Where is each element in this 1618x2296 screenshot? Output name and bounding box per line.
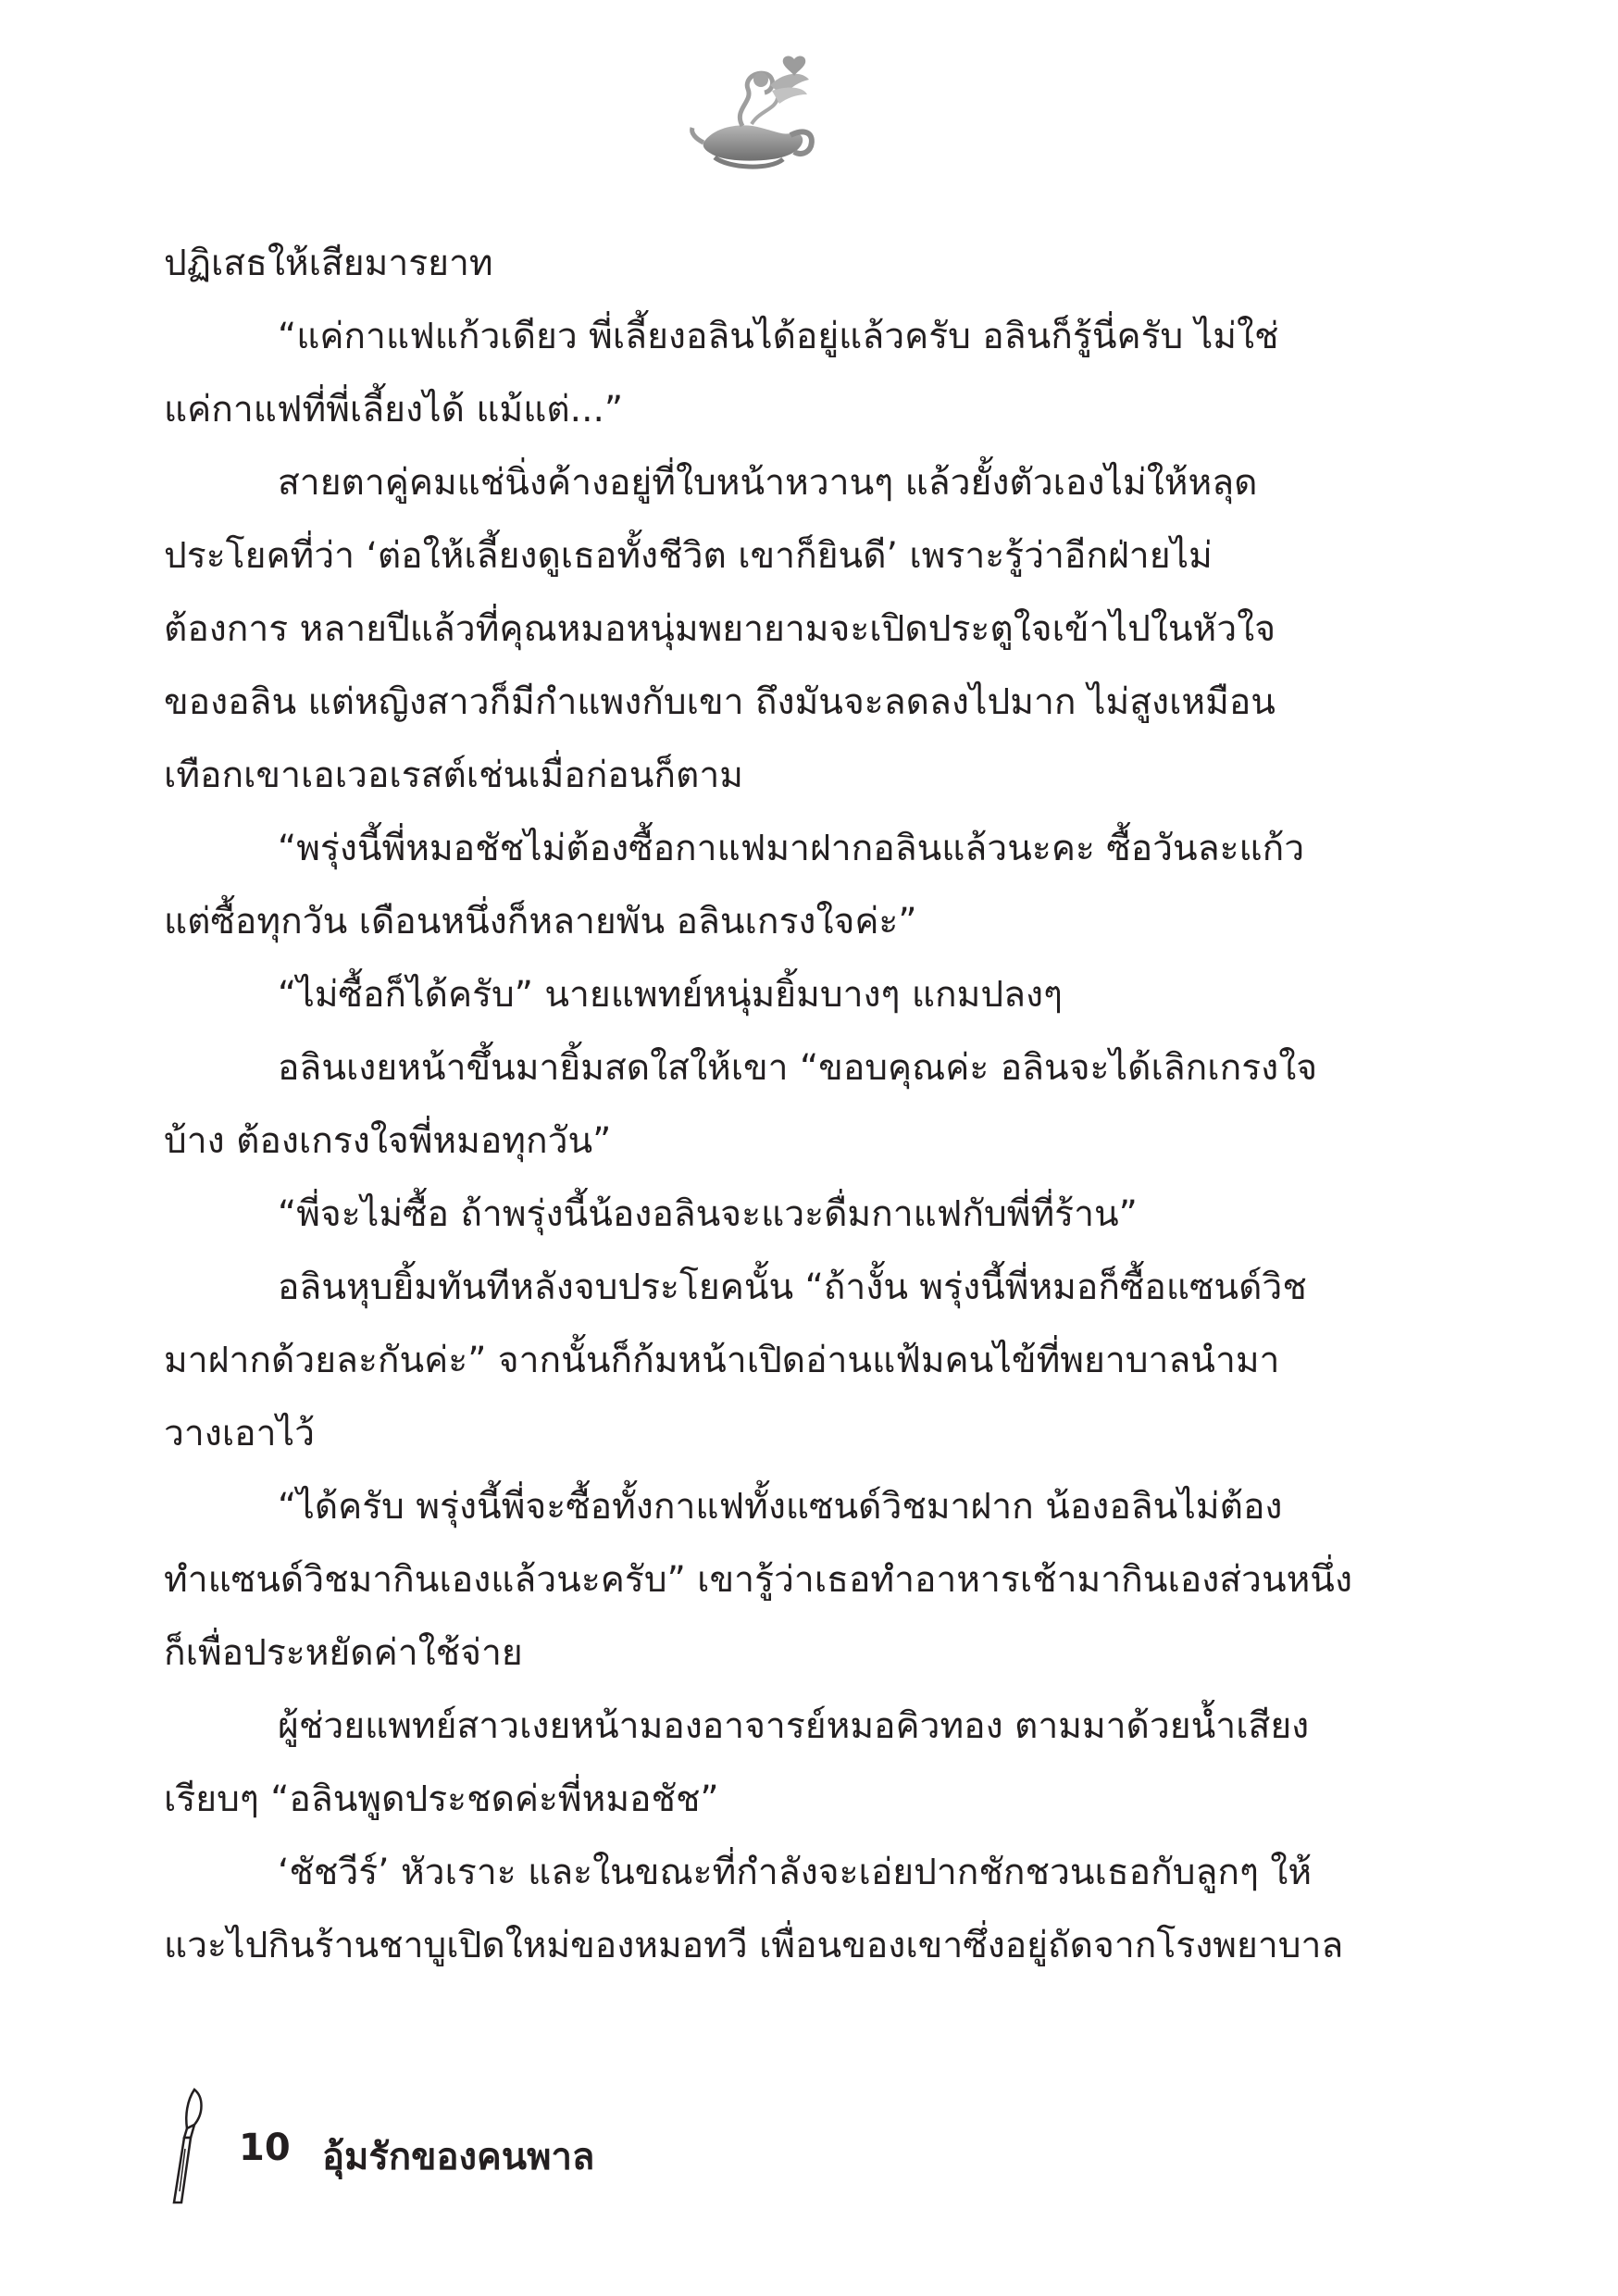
text-line: ก็เพื่อประหยัดค่าใช้จ่าย: [164, 1632, 523, 1674]
cupid-teapot-ornament-icon: [687, 54, 826, 176]
text-line: บ้าง ต้องเกรงใจพี่หมอทุกวัน”: [164, 1120, 612, 1162]
text-line: “พรุ่งนี้พี่หมอชัชไม่ต้องซื้อกาแฟมาฝากอลินแล้วนะคะ ซื้อวันละแก้ว: [278, 828, 1305, 869]
text-line: ต้องการ หลายปีแล้วที่คุณหมอหนุ่มพยายามจะเปิดประตูใจเข้าไปในหัวใจ: [164, 608, 1276, 650]
scalpel-icon: [167, 2088, 207, 2206]
text-line: เรียบๆ “อลินพูดประชดค่ะพี่หมอชัช”: [164, 1778, 719, 1820]
text-line: “พี่จะไม่ซื้อ ถ้าพรุ่งนี้น้องอลินจะแวะดื่มกาแฟกับพี่ที่ร้าน”: [278, 1193, 1138, 1235]
text-line: วางเอาไว้: [164, 1413, 316, 1454]
text-line: อลินเงยหน้าขึ้นมายิ้มสดใสให้เขา “ขอบคุณค่ะ อลินจะได้เลิกเกรงใจ: [278, 1047, 1318, 1089]
text-line: อลินหุบยิ้มทันทีหลังจบประโยคนั้น “ถ้างั้น พรุ่งนี้พี่หมอก็ซื้อแซนด์วิช: [278, 1267, 1307, 1308]
text-line: ‘ชัชวีร์’ หัวเราะ และในขณะที่กำลังจะเอ่ยปากชักชวนเธอกับลูกๆ ให้: [278, 1852, 1313, 1893]
text-line: “ไม่ซื้อก็ได้ครับ” นายแพทย์หนุ่มยิ้มบางๆ แกมปลงๆ: [278, 974, 1063, 1016]
text-line: ประโยคที่ว่า ‘ต่อให้เลี้ยงดูเธอทั้งชีวิต เขาก็ยินดี’ เพราะรู้ว่าอีกฝ่ายไม่: [164, 535, 1213, 577]
text-line: สายตาคู่คมแช่นิ่งค้างอยู่ที่ใบหน้าหวานๆ แล้วยั้งตัวเองไม่ให้หลุด: [278, 462, 1258, 504]
text-line: ของอลิน แต่หญิงสาวก็มีกำแพงกับเขา ถึงมันจะลดลงไปมาก ไม่สูงเหมือน: [164, 681, 1276, 723]
text-line: มาฝากด้วยละกันค่ะ” จากนั้นก็ก้มหน้าเปิดอ่านแฟ้มคนไข้ที่พยาบาลนำมา: [164, 1340, 1280, 1381]
text-line: ผู้ช่วยแพทย์สาวเงยหน้ามองอาจารย์หมอคิวทอง ตามมาด้วยน้ำเสียง: [278, 1705, 1310, 1747]
text-line: “ได้ครับ พรุ่งนี้พี่จะซื้อทั้งกาแฟทั้งแซนด์วิชมาฝาก น้องอลินไม่ต้อง: [278, 1486, 1283, 1528]
text-line: แต่ซื้อทุกวัน เดือนหนึ่งก็หลายพัน อลินเกรงใจค่ะ”: [164, 901, 917, 942]
page-footer: [167, 2088, 907, 2208]
text-line: ทำแซนด์วิชมากินเองแล้วนะครับ” เขารู้ว่าเธอทำอาหารเช้ามากินเองส่วนหนึ่ง: [164, 1559, 1353, 1601]
text-line: “แค่กาแฟแก้วเดียว พี่เลี้ยงอลินได้อยู่แล้วครับ อลินก็รู้นี่ครับ ไม่ใช่: [278, 316, 1279, 357]
book-title: อุ้มรักของคนพาล: [322, 2136, 595, 2178]
text-line: เทือกเขาเอเวอเรสต์เช่นเมื่อก่อนก็ตาม: [164, 755, 743, 796]
text-line: แวะไปกินร้านชาบูเปิดใหม่ของหมอทวี เพื่อนของเขาซึ่งอยู่ถัดจากโรงพยาบาล: [164, 1925, 1344, 1966]
text-line: แค่กาแฟที่พี่เลี้ยงได้ แม้แต่...”: [164, 389, 624, 430]
body-text: [164, 227, 1358, 1982]
page-number: 10: [239, 2127, 291, 2169]
text-line: ปฏิเสธให้เสียมารยาท: [164, 243, 493, 284]
